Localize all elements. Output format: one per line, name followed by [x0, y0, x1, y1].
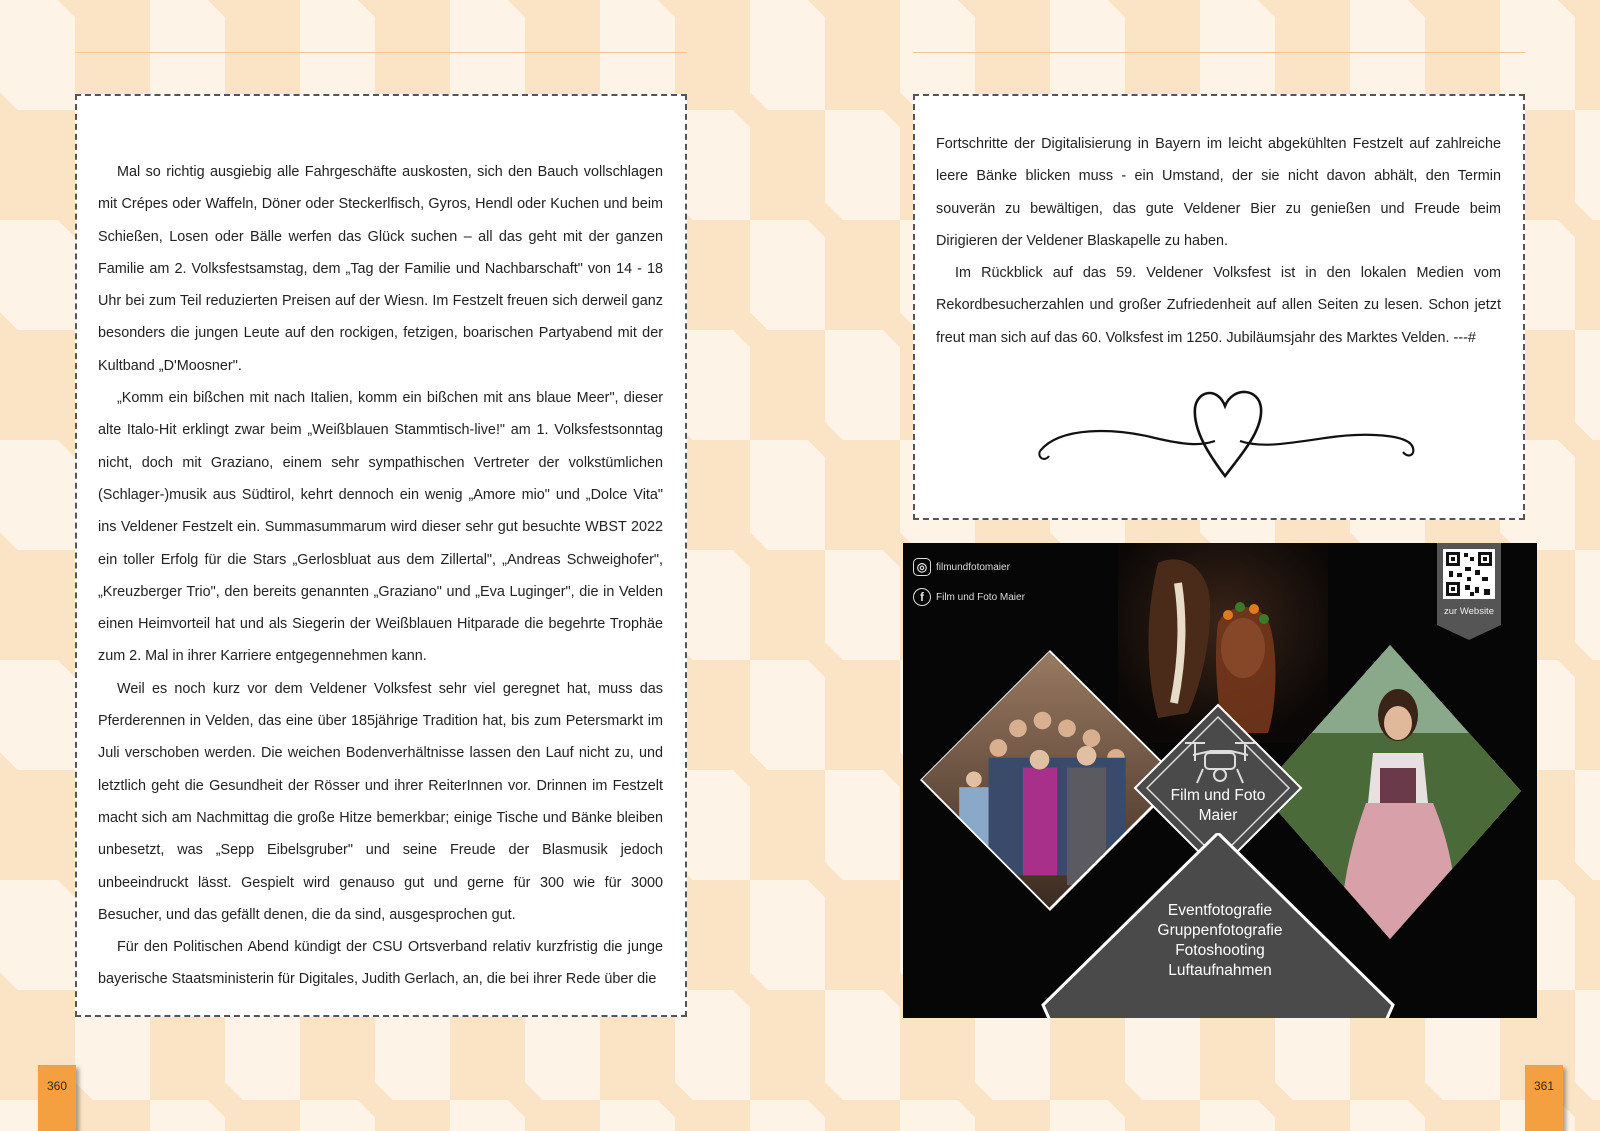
service-item: Eventfotografie	[1167, 902, 1273, 919]
right-text-frame	[913, 94, 1525, 520]
paragraph: Weil es noch kurz vor dem Veldener Volksfest sehr viel geregnet hat, muss das Pferderennen in Velden, das eine über 185jährige Tradition hat, bis zum Petersmarkt im Juli verschoben werden. Die weichen Bodenverhältnisse lassen den Lauf nicht zu, und letztlich geht die Gesundheit der Rösser und ihrer ReiterInnen vor. Drinnen im Festzelt macht sich am Nachmittag die große Hitze bemerkbar; einige Tische und Bänke bleiben unbesetzt, was „Sepp Eibelsgruber" und seine Freude der Blasmusik jedoch unbeeindruckt lässt. Gespielt wird genauso gut und gerne für 300 wie für 3000 Besucher, und das gefällt denen, die da sind, ausgesprochen gut.	[98, 680, 663, 923]
service-item: Luftaufnahmen	[1168, 962, 1272, 979]
photo-studio-advertisement	[903, 543, 1537, 1018]
facebook-icon: f	[913, 588, 931, 606]
brand-name: Film und Foto Maier	[1170, 787, 1266, 824]
page-number-left: 360	[38, 1065, 76, 1131]
header-rule-left	[75, 52, 687, 53]
page-number-right: 361	[1525, 1065, 1563, 1131]
paragraph: Für den Politischen Abend kündigt der CSU Ortsverband relativ kurzfristig die junge bayerische Staatsministerin für Digitales, Judith Gerlach, an, die bei ihrer Rede über die	[98, 939, 663, 988]
service-item: Gruppenfotografie	[1157, 922, 1283, 939]
heart-ornament	[1035, 386, 1420, 486]
left-text-frame	[75, 94, 687, 1017]
qr-label: zur Website	[1444, 606, 1494, 617]
service-item: Fotoshooting	[1175, 942, 1265, 959]
qr-code-icon	[1437, 543, 1501, 640]
paragraph: Im Rückblick auf das 59. Veldener Volksfest ist in den lokalen Medien vom Rekordbesucherzahlen und großer Zufriedenheit auf allen Seiten zu lesen. Schon jetzt freut man sich auf das 60. Volksfest im 1250. Jubiläumsjahr des Marktes Velden. ---#	[936, 265, 1501, 346]
facebook-handle: f Film und Foto Maier	[913, 588, 1025, 606]
paragraph: Mal so richtig ausgiebig alle Fahrgeschäfte auskosten, sich den Bauch vollschlagen mit Crépes oder Waffeln, Döner oder Steckerlfisch, Gyros, Hendl oder Kuchen und beim Schießen, Losen oder Bälle werfen das Glück suchen – all das geht mit der ganzen Familie am 2. Volksfestsamstag, dem „Tag der Familie und Nachbarschaft" von 14 - 18 Uhr bei zum Teil reduzierten Preisen auf der Wiesn. Im Festzelt freuen sich derweil ganz besonders die jungen Leute auf den rockigen, fetzigen, boarischen Partyabend mit der Kultband „D'Moosner".	[98, 164, 663, 374]
instagram-handle: ◎ filmundfotomaier	[913, 558, 1010, 576]
paragraph: Fortschritte der Digitalisierung in Bayern im leicht abgekühlten Festzelt auf zahlreiche leere Bänke blicken muss - ein Umstand, der sie nicht davon abhält, den Termin souverän zu bewältigen, das gute Veldener Bier zu genießen und Freude beim Dirigieren der Veldener Blaskapelle zu haben.	[936, 136, 1501, 249]
paragraph: „Komm ein bißchen mit nach Italien, komm ein bißchen mit ans blaue Meer", dieser alte Italo-Hit erklingt zwar beim „Weißblauen Stammtisch-live!" am 1. Volksfestsonntag nicht, doch mit Graziano, einem sehr sympathischen Vertreter der volkstümlichen (Schlager-)musik aus Südtirol, kehrt dennoch ein wenig „Amore mio" und „Dolce Vita" ins Veldener Festzelt ein. Summasummarum wird dieser sehr gut besuchte WBST 2022 ein toller Erfolg für die Stars „Gerlosbluat aus dem Zillertal", „Andreas Schweighofer", „Kreuzberger Trio", den bereits genannten „Graziano" und „Eva Luginger", die in Velden einen Heimvorteil hat und als Siegerin der Weißblauen Hitparade die begehrte Trophäe zum 2. Mal in ihrer Karriere entgegennehmen kann.	[98, 390, 663, 665]
header-rule-right	[913, 52, 1525, 53]
services-list	[903, 901, 1537, 981]
instagram-icon: ◎	[913, 558, 931, 576]
